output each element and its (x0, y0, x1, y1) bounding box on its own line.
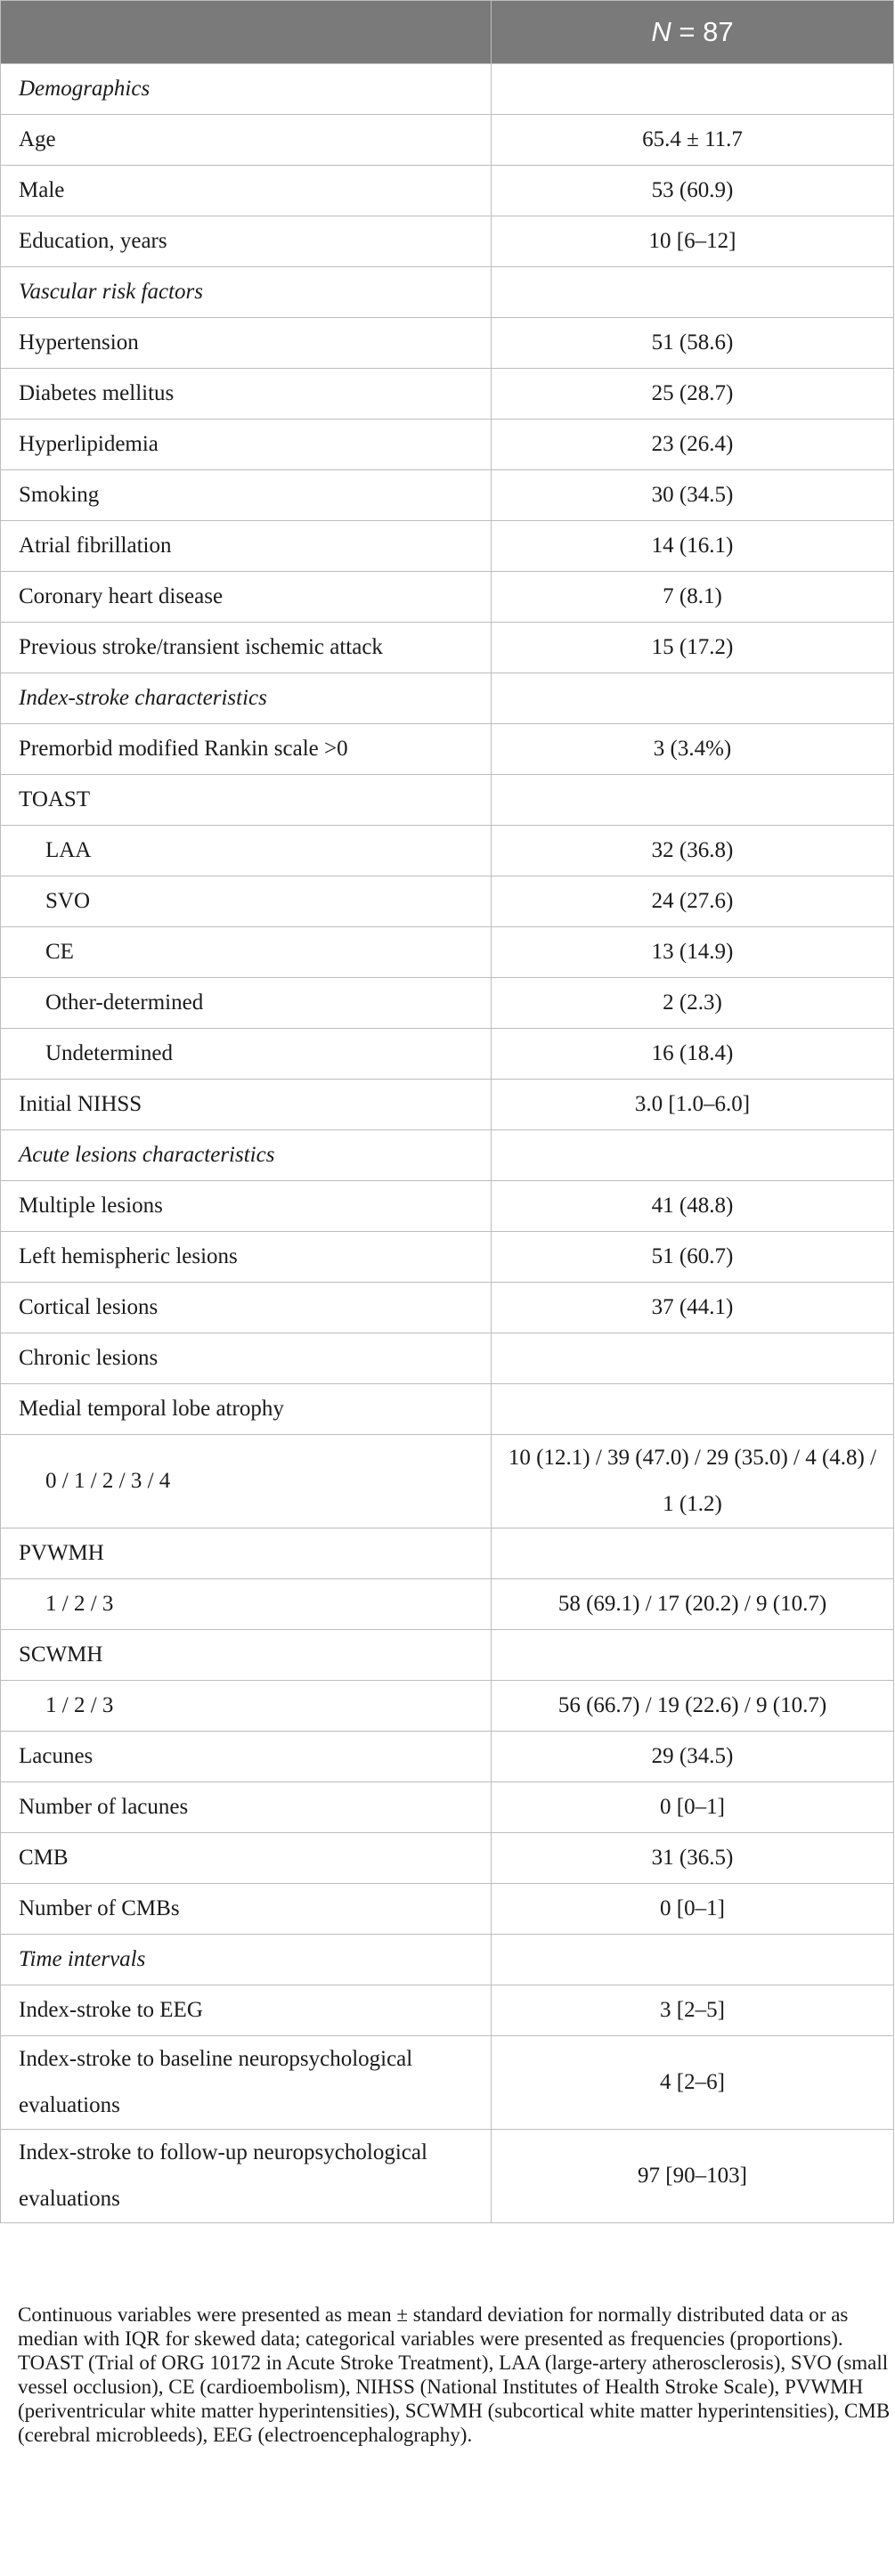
row-label: Number of CMBs (1, 1884, 492, 1935)
section-header-row (1, 1935, 894, 1985)
row-value: 10 [6–12] (492, 216, 894, 267)
row-label: Previous stroke/transient ischemic attack (1, 623, 492, 673)
table-row (1, 1029, 894, 1080)
row-label: Index-stroke to baseline neuropsychological evaluations (1, 2036, 492, 2130)
footnote-statistics: Continuous variables were presented as mean ± standard deviation for normally distributed data or as median with IQR for skewed data; categorical variables were presented as frequencies (proportions). (18, 2303, 849, 2350)
table-row (1, 1435, 894, 1528)
row-label: 1 / 2 / 3 (1, 1681, 492, 1732)
row-label: Cortical lesions (1, 1283, 492, 1333)
table-row (1, 1833, 894, 1884)
table-row (1, 1681, 894, 1732)
row-label: SVO (1, 876, 492, 927)
row-value: 31 (36.5) (492, 1833, 894, 1884)
row-label: Hyperlipidemia (1, 420, 492, 470)
row-label: Male (1, 166, 492, 216)
table-row (1, 2130, 894, 2223)
row-label: Hypertension (1, 318, 492, 369)
table-row (1, 1333, 894, 1384)
row-label: Undetermined (1, 1029, 492, 1080)
row-label: Index-stroke to follow-up neuropsychological evaluations (1, 2130, 492, 2223)
row-label: Initial NIHSS (1, 1080, 492, 1130)
row-value: 3.0 [1.0–6.0] (492, 1080, 894, 1130)
row-label: Acute lesions characteristics (1, 1130, 492, 1181)
row-value: 25 (28.7) (492, 369, 894, 420)
table-row (1, 623, 894, 673)
table-row (1, 1080, 894, 1130)
table-header (1, 1, 894, 64)
table-row (1, 1630, 894, 1681)
row-label: Chronic lesions (1, 1333, 492, 1384)
row-value: 10 (12.1) / 39 (47.0) / 29 (35.0) / 4 (4.8) / 1 (1.2) (492, 1435, 894, 1528)
row-value: 24 (27.6) (492, 876, 894, 927)
row-value: 14 (16.1) (492, 521, 894, 572)
row-value: 0 [0–1] (492, 1884, 894, 1935)
header-n-value: = 87 (671, 16, 734, 47)
row-value (492, 775, 894, 826)
row-value (492, 1528, 894, 1579)
row-label: Premorbid modified Rankin scale >0 (1, 724, 492, 775)
row-value (492, 1333, 894, 1384)
row-label: Education, years (1, 216, 492, 267)
section-header-row (1, 267, 894, 318)
row-label: Number of lacunes (1, 1782, 492, 1833)
row-value (492, 267, 894, 318)
row-value: 2 (2.3) (492, 978, 894, 1029)
table-row (1, 775, 894, 826)
table-row (1, 572, 894, 623)
row-label: Other-determined (1, 978, 492, 1029)
row-label: Lacunes (1, 1732, 492, 1782)
row-label: Index-stroke characteristics (1, 673, 492, 724)
table-body (1, 64, 894, 2223)
row-label: Time intervals (1, 1935, 492, 1985)
table-row (1, 521, 894, 572)
table-row (1, 470, 894, 521)
table-row (1, 1181, 894, 1232)
table-row (1, 318, 894, 369)
row-value (492, 1935, 894, 1985)
row-value: 56 (66.7) / 19 (22.6) / 9 (10.7) (492, 1681, 894, 1732)
table-row (1, 2036, 894, 2130)
section-header-row (1, 64, 894, 115)
table-row (1, 1528, 894, 1579)
row-label: CMB (1, 1833, 492, 1884)
row-value: 32 (36.8) (492, 826, 894, 876)
table-row (1, 166, 894, 216)
row-value: 65.4 ± 11.7 (492, 115, 894, 166)
row-value: 15 (17.2) (492, 623, 894, 673)
row-label: 0 / 1 / 2 / 3 / 4 (1, 1435, 492, 1528)
row-value: 3 [2–5] (492, 1985, 894, 2036)
table-row (1, 978, 894, 1029)
table-row (1, 1732, 894, 1782)
row-value (492, 1384, 894, 1435)
row-label: Age (1, 115, 492, 166)
row-label: Atrial fibrillation (1, 521, 492, 572)
row-value: 41 (48.8) (492, 1181, 894, 1232)
row-value (492, 1630, 894, 1681)
section-header-row (1, 1130, 894, 1181)
row-label: Coronary heart disease (1, 572, 492, 623)
row-value: 23 (26.4) (492, 420, 894, 470)
row-value (492, 64, 894, 115)
row-label: CE (1, 927, 492, 978)
footnote-abbreviations: TOAST (Trial of ORG 10172 in Acute Stroke Treatment), LAA (large-artery atherosclerosis), SVO (small vessel occlusion), CE (cardioembolism), NIHSS (National Institutes of Health Stroke Scale), PVWMH (periventricular white matter hyperintensities), SCWMH (subcortical white matter hyperintensities), CMB (cerebral microbleeds), EEG (electroencephalography). (18, 2352, 891, 2446)
row-value: 53 (60.9) (492, 166, 894, 216)
row-value: 3 (3.4%) (492, 724, 894, 775)
row-value: 37 (44.1) (492, 1283, 894, 1333)
row-value: 97 [90–103] (492, 2130, 894, 2223)
row-value: 30 (34.5) (492, 470, 894, 521)
row-label: SCWMH (1, 1630, 492, 1681)
row-label: Multiple lesions (1, 1181, 492, 1232)
table-row (1, 876, 894, 927)
table-row (1, 1232, 894, 1283)
row-label: Smoking (1, 470, 492, 521)
table-row (1, 420, 894, 470)
table-row (1, 1283, 894, 1333)
header-label-cell (1, 1, 492, 64)
table-row (1, 1579, 894, 1630)
row-label: Diabetes mellitus (1, 369, 492, 420)
row-label: LAA (1, 826, 492, 876)
header-n-symbol: N (651, 16, 671, 47)
table-row (1, 826, 894, 876)
table-row (1, 369, 894, 420)
row-label: 1 / 2 / 3 (1, 1579, 492, 1630)
table-row (1, 216, 894, 267)
header-n-cell (492, 1, 894, 64)
row-value: 7 (8.1) (492, 572, 894, 623)
section-header-row (1, 673, 894, 724)
table-row (1, 1985, 894, 2036)
row-value: 58 (69.1) / 17 (20.2) / 9 (10.7) (492, 1579, 894, 1630)
table-row (1, 1384, 894, 1435)
row-label: Medial temporal lobe atrophy (1, 1384, 492, 1435)
row-label: TOAST (1, 775, 492, 826)
row-value (492, 1130, 894, 1181)
table-row (1, 115, 894, 166)
table-row (1, 1884, 894, 1935)
row-label: Index-stroke to EEG (1, 1985, 492, 2036)
row-label: PVWMH (1, 1528, 492, 1579)
row-value: 29 (34.5) (492, 1732, 894, 1782)
row-value: 51 (58.6) (492, 318, 894, 369)
row-value: 0 [0–1] (492, 1782, 894, 1833)
row-label: Vascular risk factors (1, 267, 492, 318)
row-value (492, 673, 894, 724)
row-value: 13 (14.9) (492, 927, 894, 978)
row-value: 16 (18.4) (492, 1029, 894, 1080)
row-value: 4 [2–6] (492, 2036, 894, 2130)
row-label: Left hemispheric lesions (1, 1232, 492, 1283)
table-row (1, 724, 894, 775)
row-label: Demographics (1, 64, 492, 115)
table-row (1, 927, 894, 978)
table-row (1, 1782, 894, 1833)
row-value: 51 (60.7) (492, 1232, 894, 1283)
table-footnotes (18, 2303, 891, 2447)
